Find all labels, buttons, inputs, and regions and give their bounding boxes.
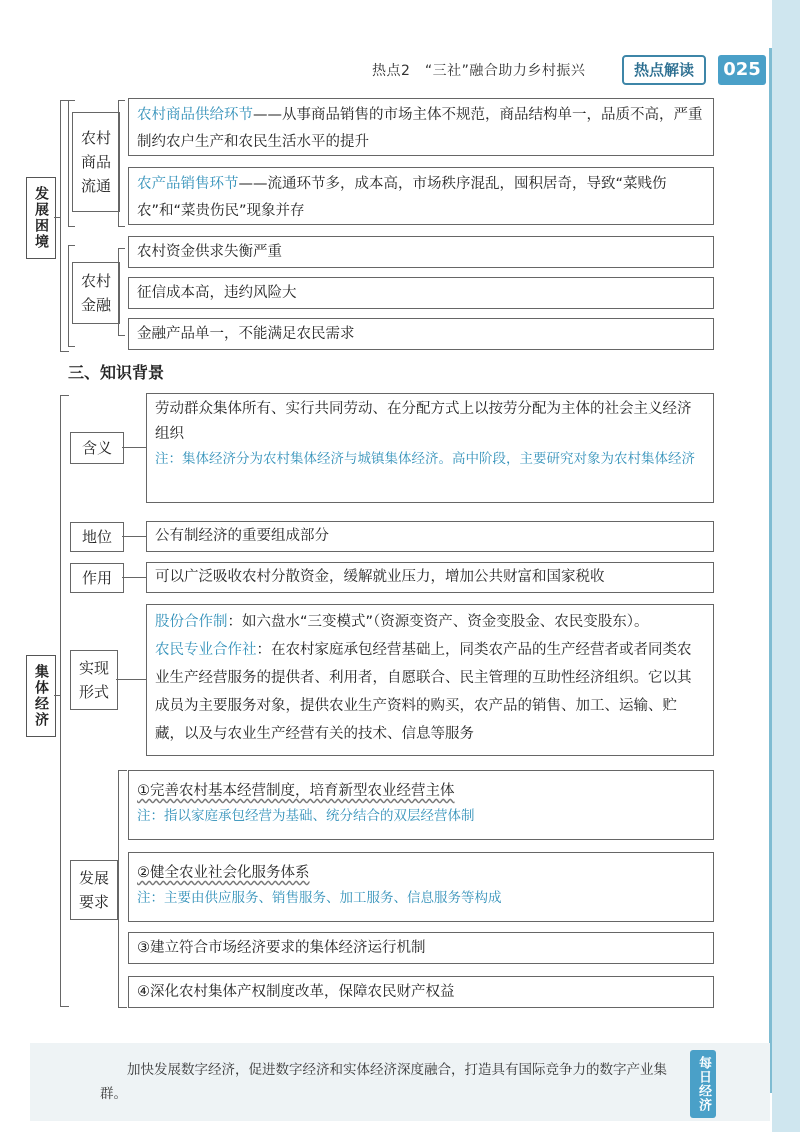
requirement-1 bbox=[128, 770, 714, 840]
right-edge-line bbox=[769, 48, 772, 1093]
requirement-3-text: ③建立符合市场经济要求的集体经济运行机制 bbox=[137, 940, 426, 956]
collective-brace bbox=[60, 395, 69, 1007]
footer-text: 加快发展数字经济，促进数字经济和实体经济深度融合，打造具有国际竞争力的数字产业集群。 bbox=[100, 1062, 667, 1102]
connector bbox=[122, 447, 146, 448]
category-meaning-label: 含义 bbox=[81, 439, 112, 457]
requirement-2 bbox=[128, 852, 714, 922]
finance-item-3-text: 金融产品单一，不能满足农民需求 bbox=[137, 326, 355, 342]
finance-item-3 bbox=[128, 318, 714, 350]
finance-item-1 bbox=[128, 236, 714, 268]
category-forms bbox=[70, 650, 118, 710]
meaning-text: 劳动群众集体所有、实行共同劳动、在分配方式上以按劳分配为主体的社会主义经济组织 bbox=[155, 401, 692, 442]
circulation-item-2-text: ——流通环节多，成本高，市场秩序混乱，囤积居奇，导致“菜贱伤农”和“菜贵伤民”现象并存 bbox=[137, 176, 667, 219]
requirement-2-note: 注：主要由供应服务、销售服务、加工服务、信息服务等构成 bbox=[137, 890, 502, 906]
section-badge: 热点解读 bbox=[622, 55, 706, 85]
category-circulation-label: 农村商品流通 bbox=[80, 129, 111, 195]
running-header-title: 热点2 “三社”融合助力乡村振兴 bbox=[372, 63, 586, 79]
category-meaning bbox=[70, 432, 124, 464]
circulation-items-brace bbox=[118, 100, 125, 227]
category-forms-label: 实现形式 bbox=[78, 659, 109, 701]
status-box bbox=[146, 521, 714, 552]
forms-box bbox=[146, 604, 714, 756]
requirement-1-text: ①完善农村基本经营制度，培育新型农业经营主体 bbox=[137, 783, 455, 799]
forms-item-2-highlight: 农民专业合作社 bbox=[155, 642, 257, 658]
requirement-3 bbox=[128, 932, 714, 964]
circulation-item-1 bbox=[128, 98, 714, 156]
requirement-4-text: ④深化农村集体产权制度改革，保障农民财产权益 bbox=[137, 984, 455, 1000]
section-heading: 三、知识背景 bbox=[68, 363, 165, 382]
circulation-item-2 bbox=[128, 167, 714, 225]
forms-item-1-highlight: 股份合作制 bbox=[155, 614, 228, 630]
category-role-label: 作用 bbox=[81, 569, 112, 587]
circulation-item-1-highlight: 农村商品供给环节 bbox=[137, 107, 253, 123]
connector bbox=[122, 536, 146, 537]
category-finance bbox=[72, 262, 120, 324]
finance-item-2 bbox=[128, 277, 714, 309]
role-box bbox=[146, 562, 714, 593]
forms-item-1 bbox=[155, 608, 705, 636]
role-text: 可以广泛吸收农村分散资金，缓解就业压力，增加公共财富和国家税收 bbox=[155, 569, 605, 585]
finance-items-brace bbox=[118, 248, 125, 336]
circulation-item-1-text: ——从事商品销售的市场主体不规范，商品结构单一，品质不高，严重制约农户生产和农民生活水平的提升 bbox=[137, 107, 703, 150]
requirements-brace bbox=[118, 770, 127, 1008]
category-finance-label: 农村金融 bbox=[80, 272, 111, 314]
circulation-item-2-highlight: 农产品销售环节 bbox=[137, 176, 239, 192]
category-status bbox=[70, 522, 124, 552]
connector bbox=[122, 577, 146, 578]
forms-item-2 bbox=[155, 636, 705, 748]
finance-item-1-text: 农村资金供求失衡严重 bbox=[137, 244, 282, 260]
footer-tag: 每日经济 bbox=[690, 1050, 716, 1118]
forms-item-1-text: ：如六盘水“三变模式”（资源变资产、资金变股金、农民变股东）。 bbox=[227, 614, 649, 630]
category-circulation bbox=[72, 112, 120, 212]
meaning-note: 注：集体经济分为农村集体经济与城镇集体经济。高中阶段，主要研究对象为农村集体经济 bbox=[155, 451, 695, 467]
category-role bbox=[70, 563, 124, 593]
forms-item-2-text: ：在农村家庭承包经营基础上，同类农产品的生产经营者或者同类农业生产经营服务的提供者、利用者，自愿联合、民主管理的互助性经济组织。它以其成员为主要服务对象，提供农业生产资料的购买，农产品的销售、加工、运输、贮藏，以及与农业生产经营有关的技术、信息等服务 bbox=[155, 642, 692, 742]
meaning-box bbox=[146, 393, 714, 503]
dilemma-label: 发展困境 bbox=[26, 177, 56, 259]
connector bbox=[54, 217, 60, 218]
category-requirements-label: 发展要求 bbox=[78, 869, 109, 911]
status-text: 公有制经济的重要组成部分 bbox=[155, 528, 329, 544]
connector bbox=[54, 695, 60, 696]
finance-item-2-text: 征信成本高，违约风险大 bbox=[137, 285, 297, 301]
category-requirements bbox=[70, 860, 118, 920]
requirement-4 bbox=[128, 976, 714, 1008]
right-edge-band bbox=[772, 0, 800, 1132]
category-status-label: 地位 bbox=[81, 528, 112, 546]
connector bbox=[116, 679, 146, 680]
page-number: 025 bbox=[718, 55, 766, 85]
collective-label: 集体经济 bbox=[26, 655, 56, 737]
requirement-1-note: 注：指以家庭承包经营为基础、统分结合的双层经营体制 bbox=[137, 808, 475, 824]
requirement-2-text: ②健全农业社会化服务体系 bbox=[137, 865, 310, 881]
